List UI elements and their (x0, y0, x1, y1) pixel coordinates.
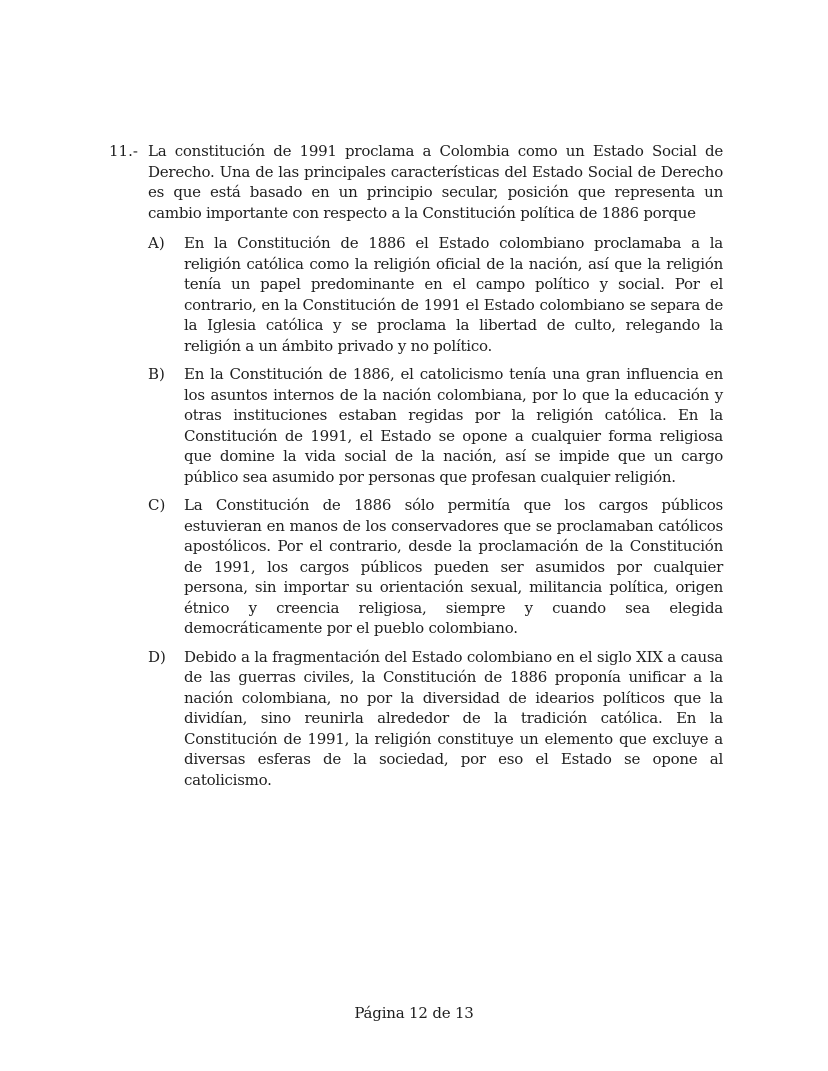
option-letter: C) (148, 496, 166, 514)
option-letter: D) (148, 647, 166, 666)
option-text: En la Constitución de 1886, el catolicismo tenía una gran influencia en los asuntos internos de la nación colombiana, por lo que la educación y otras instituciones estaban regidas por la religión católica. En la Constitución de 1991, el Estado se opone a cualquier forma religiosa que domine la vida social de la nación, así se impide que un cargo público sea asumido por personas que profesan cualquier religión. (184, 365, 723, 486)
option-b (148, 364, 723, 487)
option-a (148, 233, 723, 356)
option-letter: A) (148, 234, 165, 252)
question-11 (109, 141, 723, 798)
question-stem: La constitución de 1991 proclama a Colombia como un Estado Social de Derecho. Una de las principales características del Estado Social de Derecho es que está basado en un principio secular, posición que representa un cambio importante con respecto a la Constitución política de 1886 porque (148, 142, 723, 222)
option-c (148, 495, 723, 639)
question-number: 11.- (109, 142, 138, 160)
option-letter: B) (148, 365, 165, 383)
option-text: Debido a la fragmentación del Estado colombiano en el siglo XIX a causa de las guerras civiles, la Constitución de 1886 proponía unificar a la nación colombiana, no por la diversidad de idearios políticos que la dividían, sino reunirla alrededor de la tradición católica. En la Constitución de 1991, la religión constituye un elemento que excluye a diversas esferas de la sociedad, por eso el Estado se opone al catolicismo. (184, 647, 723, 789)
option-d (148, 647, 723, 791)
option-text: La Constitución de 1886 sólo permitía que los cargos públicos estuvieran en manos de los conservadores que se proclamaban católicos apostólicos. Por el contrario, desde la proclamación de la Constitución de 1991, los cargos públicos pueden ser asumidos por cualquier persona, sin importar su orientación sexual, militancia política, origen étnico y creencia religiosa, siempre y cuando sea elegida democráticamente por el pueblo colombiano. (184, 496, 723, 637)
page-number: Página 12 de 13 (354, 1004, 474, 1022)
option-text: En la Constitución de 1886 el Estado colombiano proclamaba a la religión católica como la religión oficial de la nación, así que la religión tenía un papel predominante en el campo político y social. Por el contrario, en la Constitución de 1991 el Estado colombiano se separa de la Iglesia católica y se proclama la libertad de culto, relegando la religión a un ámbito privado y no político. (184, 234, 723, 355)
answer-options (148, 233, 723, 790)
